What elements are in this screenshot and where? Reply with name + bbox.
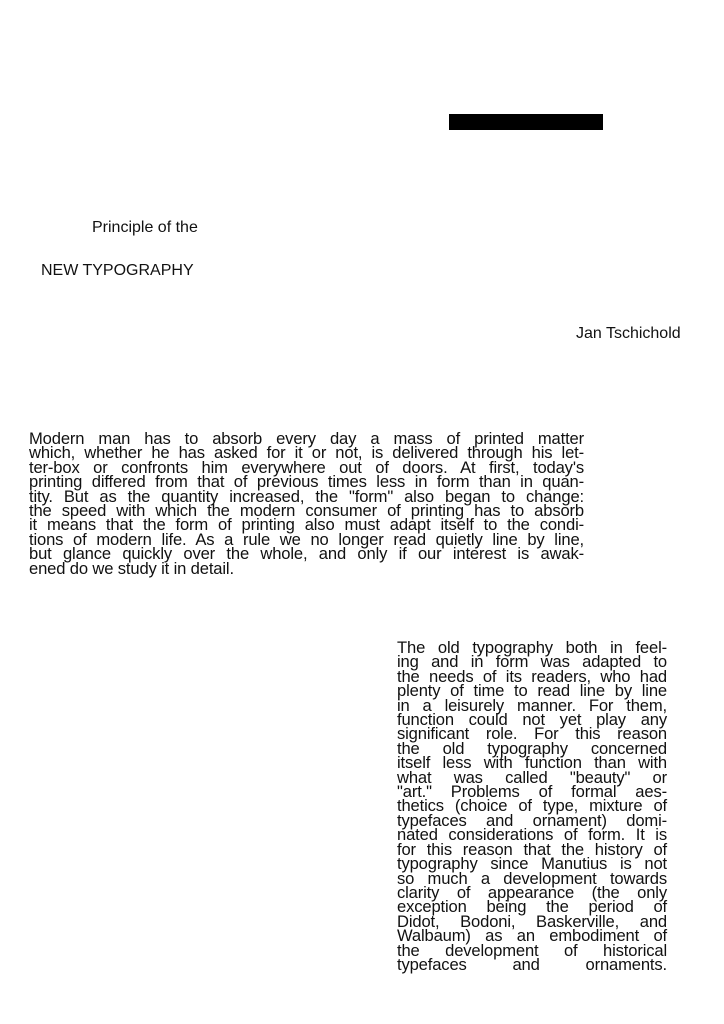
author-name: Jan Tschichold bbox=[576, 325, 681, 342]
paragraph-line: the old typography concerned bbox=[397, 738, 667, 758]
paragraph-line: clarity of appearance (the only bbox=[397, 882, 667, 902]
paragraph-line: the needs of its readers, who had bbox=[397, 666, 667, 686]
paragraph-line: significant role. For this reason bbox=[397, 724, 667, 744]
paragraph-line: which, whether he has asked for it or not, is delivered through his let- bbox=[29, 443, 584, 463]
paragraph-line: Modern man has to absorb every day a mass of printed matter bbox=[29, 429, 584, 448]
paragraph-line: nated considerations of form. It is bbox=[397, 825, 667, 845]
paragraph-line: tity. But as the quantity increased, the "form" also began to change: bbox=[29, 486, 584, 506]
paragraph-line: Walbaum) as an embodiment of bbox=[397, 926, 667, 946]
paragraph-line: printing differed from that of previous times less in form than in quan- bbox=[29, 472, 584, 492]
paragraph-line: ter-box or confronts him everywhere out of doors. At first, today's bbox=[29, 457, 584, 477]
paragraph-line: typography since Manutius is not bbox=[397, 854, 667, 874]
subtitle: Principle of the bbox=[92, 219, 198, 236]
paragraph-line: but glance quickly over the whole, and only if our interest is awak- bbox=[29, 544, 584, 564]
paragraph-line: for this reason that the history of bbox=[397, 839, 667, 859]
paragraph-line: what was called "beauty" or bbox=[397, 767, 667, 787]
paragraph-modern-man bbox=[29, 429, 584, 578]
paragraph-line: ing and in form was adapted to bbox=[397, 652, 667, 672]
paragraph-line: so much a development towards bbox=[397, 868, 667, 888]
paragraph-line: it means that the form of printing also must adapt itself to the condi- bbox=[29, 515, 584, 535]
paragraph-line: Didot, Bodoni, Baskerville, and bbox=[397, 911, 667, 931]
paragraph-line: the development of historical bbox=[397, 940, 667, 960]
paragraph-old-typography bbox=[397, 638, 667, 974]
page-title: NEW TYPOGRAPHY bbox=[41, 262, 194, 279]
paragraph-line: "art." Problems of formal aes- bbox=[397, 782, 667, 802]
paragraph-line: The old typography both in feel- bbox=[397, 638, 667, 657]
paragraph-line: in a leisurely manner. For them, bbox=[397, 695, 667, 715]
paragraph-line: itself less with function than with bbox=[397, 753, 667, 773]
paragraph-line: tions of modern life. As a rule we no longer read quietly line by line, bbox=[29, 529, 584, 549]
paragraph-line: the speed with which the modern consumer of printing has to absorb bbox=[29, 501, 584, 521]
paragraph-line: typefaces and ornament) domi- bbox=[397, 810, 667, 830]
paragraph-line: typefaces and ornaments. bbox=[397, 954, 667, 974]
paragraph-line: exception being the period of bbox=[397, 897, 667, 917]
redaction-bar bbox=[449, 114, 603, 130]
paragraph-line: plenty of time to read line by line bbox=[397, 681, 667, 701]
paragraph-line: ened do we study it in detail. bbox=[29, 558, 234, 578]
paragraph-line: function could not yet play any bbox=[397, 710, 667, 730]
paragraph-line: thetics (choice of type, mixture of bbox=[397, 796, 667, 816]
